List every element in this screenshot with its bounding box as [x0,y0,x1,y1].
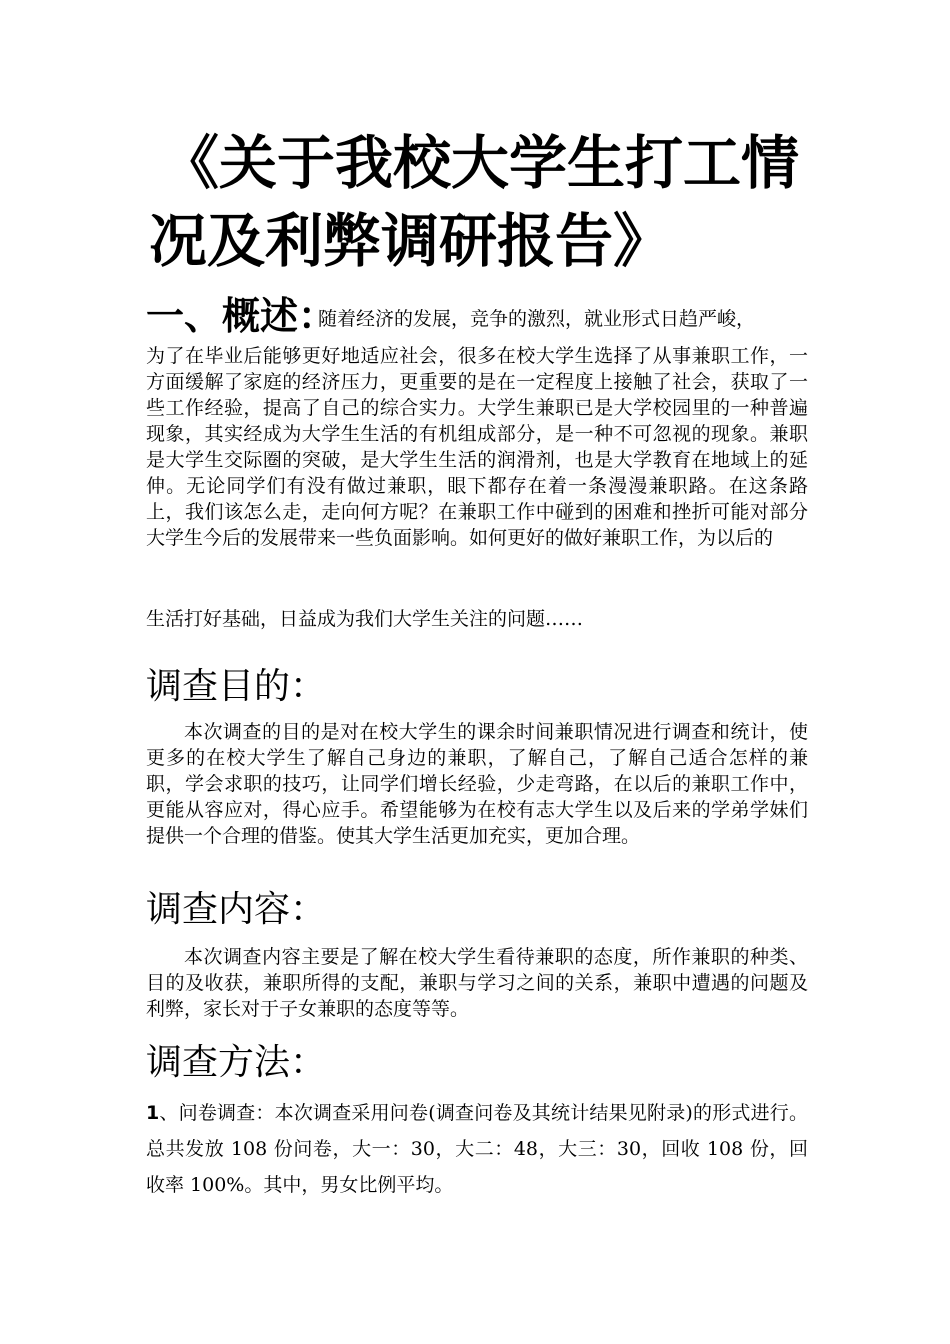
overview-paragraph: 为了在毕业后能够更好地适应社会，很多在校大学生选择了从事兼职工作，一方面缓解了家庭的经济压力，更重要的是在一定程度上接触了社会，获取了一些工作经验，提高了自己的综合实力。大学生兼职已是大学校园里的一种普遍现象，其实经成为大学生生活的有机组成部分，是一种不可忽视的现象。兼职是大学生交际圈的突破，是大学生生活的润滑剂，也是大学教育在地域上的延伸。无论同学们有没有做过兼职，眼下都存在着一条漫漫兼职路。在这条路上，我们该怎么走，走向何方呢？在兼职工作中碰到的困难和挫折可能对部分大学生今后的发展带来一些负面影响。如何更好的做好兼职工作，为以后的 [146,345,808,549]
method-item-number: 1 [146,1102,160,1124]
method-item-1 [146,1095,808,1203]
overview-first-line: 随着经济的发展，竞争的激烈，就业形式日趋严峻， [318,308,756,330]
content-heading: 调查内容： [146,889,327,930]
document-title-line-1: 《关于我校大学生打工情 [160,129,799,197]
method-heading: 调查方法： [146,1042,327,1083]
overview-paragraph-tail: 生活打好基础，日益成为我们大学生关注的问题…… [146,608,584,630]
document-title-line-2: 况及利弊调研报告》 [148,207,671,275]
overview-heading: 一、概述： [146,294,337,338]
method-item-text: 、问卷调查：本次调查采用问卷(调查问卷及其统计结果见附录)的形式进行。总共发放 108 份问卷，大一：30，大二：48，大三：30，回收 108 份，回收率 100%。其中，男女比例平均。 [146,1102,808,1196]
content-paragraph: 本次调查内容主要是了解在校大学生看待兼职的态度，所作兼职的种类、目的及收获，兼职所得的支配，兼职与学习之间的关系，兼职中遭遇的问题及利弊，家长对于子女兼职的态度等等。 [146,946,808,1020]
purpose-paragraph: 本次调查的目的是对在校大学生的课余时间兼职情况进行调查和统计，使更多的在校大学生了解自己身边的兼职，了解自己，了解自己适合怎样的兼职，学会求职的技巧，让同学们增长经验，少走弯路，在以后的兼职工作中，更能从容应对，得心应手。希望能够为在校有志大学生以及后来的学弟学妹们提供一个合理的借鉴。使其大学生活更加充实，更加合理。 [146,721,808,847]
purpose-heading: 调查目的： [146,666,327,707]
